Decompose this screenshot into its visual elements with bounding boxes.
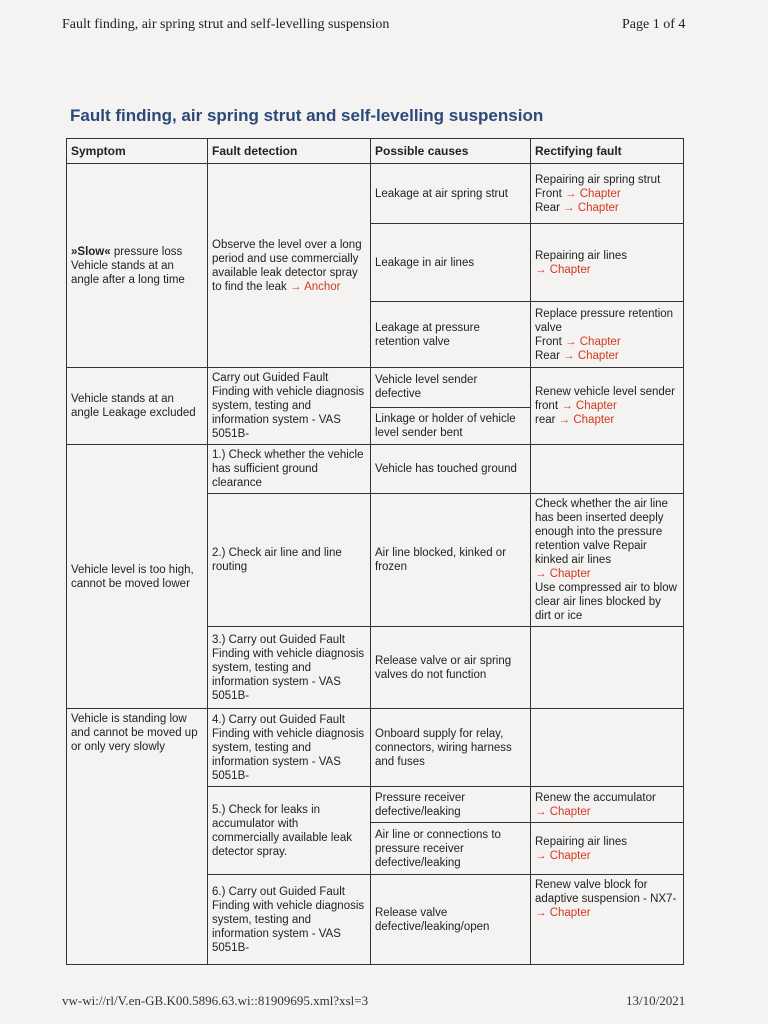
- cause-cell: Leakage at air spring strut: [371, 164, 531, 224]
- cause-cell: Vehicle level sender defective: [371, 368, 531, 408]
- chapter-link[interactable]: → Chapter: [563, 349, 619, 362]
- fix-text: rear: [535, 414, 556, 426]
- chapter-link[interactable]: → Chapter: [561, 400, 617, 412]
- fix-text: Repairing air lines: [535, 835, 628, 848]
- fault-detection-cell: 6.) Carry out Guided Fault Finding with vehicle diagnosis system, testing and information system - VAS 5051B-: [208, 875, 371, 965]
- cause-cell: Leakage at pressure retention valve: [371, 302, 531, 368]
- chapter-link[interactable]: → Chapter: [565, 187, 621, 200]
- anchor-link[interactable]: → Anchor: [290, 280, 341, 293]
- fault-detection-cell: 4.) Carry out Guided Fault Finding with vehicle diagnosis system, testing and information system - VAS 5051B-: [208, 709, 371, 787]
- fix-cell: [531, 224, 684, 302]
- footer-date: 13/10/2021: [626, 993, 686, 1008]
- chapter-link[interactable]: → Chapter: [535, 568, 591, 580]
- fix-cell: [531, 164, 684, 224]
- column-header-symptom: Symptom: [67, 139, 208, 164]
- chapter-link[interactable]: → Chapter: [558, 414, 615, 426]
- fix-text: Renew vehicle level sender: [535, 386, 675, 398]
- fix-text: Rear: [535, 349, 560, 362]
- fix-text: Replace pressure retention valve: [535, 307, 674, 334]
- symptom-cell: [67, 164, 208, 368]
- fix-text: Use compressed air to blow clear air lines blocked by dirt or ice: [535, 582, 677, 622]
- fix-text: front: [535, 400, 559, 412]
- cause-cell: Leakage in air lines: [371, 224, 531, 302]
- cause-cell: Air line blocked, kinked or frozen: [371, 494, 531, 627]
- cause-cell: Release valve defective/leaking/open: [371, 875, 531, 965]
- fix-cell: [531, 302, 684, 368]
- cause-cell: Pressure receiver defective/leaking: [371, 787, 531, 823]
- fix-text: Repairing air spring strut: [535, 173, 661, 186]
- fix-cell: [531, 709, 684, 787]
- table-row: [67, 164, 684, 224]
- fault-detection-cell: 5.) Check for leaks in accumulator with commercially available leak detector spray.: [208, 787, 371, 875]
- chapter-link[interactable]: → Chapter: [565, 335, 621, 348]
- fix-text: Renew valve block for adaptive suspension - NX7-: [535, 879, 677, 905]
- fault-detection-text: Observe the level over a long period and use commercially available leak detector spray to find the leak: [212, 238, 362, 293]
- fault-detection-cell: 3.) Carry out Guided Fault Finding with vehicle diagnosis system, testing and information system - VAS 5051B-: [208, 627, 371, 709]
- fix-text: Front: [535, 187, 562, 200]
- cause-cell: Onboard supply for relay, connectors, wiring harness and fuses: [371, 709, 531, 787]
- symptom-emphasis: »Slow«: [71, 245, 111, 258]
- table-row: [67, 709, 684, 787]
- column-header-rectifying-fault: Rectifying fault: [531, 139, 684, 164]
- table-row: [67, 445, 684, 494]
- header-title: Fault finding, air spring strut and self-levelling suspension: [62, 17, 390, 32]
- fix-text: Renew the accumulator: [535, 791, 656, 804]
- document-title: Fault finding, air spring strut and self-levelling suspension: [70, 106, 544, 125]
- fix-cell: [531, 787, 684, 823]
- chapter-link[interactable]: → Chapter: [535, 805, 591, 818]
- chapter-link[interactable]: → Chapter: [563, 201, 619, 214]
- fix-text: Check whether the air line has been inserted deeply enough into the pressure retention valve Repair kinked air lines: [535, 498, 668, 566]
- fault-detection-cell: [208, 164, 371, 368]
- chapter-link[interactable]: → Chapter: [535, 263, 591, 276]
- cause-cell: Vehicle has touched ground: [371, 445, 531, 494]
- fix-cell: [531, 368, 684, 445]
- fault-detection-cell: Carry out Guided Fault Finding with vehicle diagnosis system, testing and information system - VAS 5051B-: [208, 368, 371, 445]
- page-number: Page 1 of 4: [622, 17, 686, 32]
- fix-cell: [531, 875, 684, 965]
- fix-text: Rear: [535, 201, 560, 214]
- symptom-cell: Vehicle stands at an angle Leakage excluded: [67, 368, 208, 445]
- fix-cell: [531, 445, 684, 494]
- cause-cell: Air line or connections to pressure receiver defective/leaking: [371, 823, 531, 875]
- symptom-cell: Vehicle level is too high, cannot be moved lower: [67, 445, 208, 709]
- fix-text: Front: [535, 335, 562, 348]
- fix-cell: [531, 627, 684, 709]
- fault-table: [66, 138, 684, 965]
- fault-detection-cell: 2.) Check air line and line routing: [208, 494, 371, 627]
- footer-url: vw-wi://rl/V.en-GB.K00.5896.63.wi::81909695.xml?xsl=3: [62, 993, 369, 1008]
- table-row: [67, 368, 684, 408]
- fix-cell: [531, 823, 684, 875]
- chapter-link[interactable]: → Chapter: [535, 907, 591, 919]
- fix-cell: [531, 494, 684, 627]
- fault-detection-cell: 1.) Check whether the vehicle has sufficient ground clearance: [208, 445, 371, 494]
- cause-cell: Release valve or air spring valves do not function: [371, 627, 531, 709]
- symptom-cell: Vehicle is standing low and cannot be moved up or only very slowly: [67, 709, 208, 965]
- fix-text: Repairing air lines: [535, 249, 628, 262]
- column-header-fault-detection: Fault detection: [208, 139, 371, 164]
- column-header-possible-causes: Possible causes: [371, 139, 531, 164]
- chapter-link[interactable]: → Chapter: [535, 849, 591, 862]
- symptom-text: pressure loss Vehicle stands at an angle after a long time: [71, 245, 185, 286]
- table-header-row: [67, 139, 684, 164]
- cause-cell: Linkage or holder of vehicle level sender bent: [371, 407, 531, 444]
